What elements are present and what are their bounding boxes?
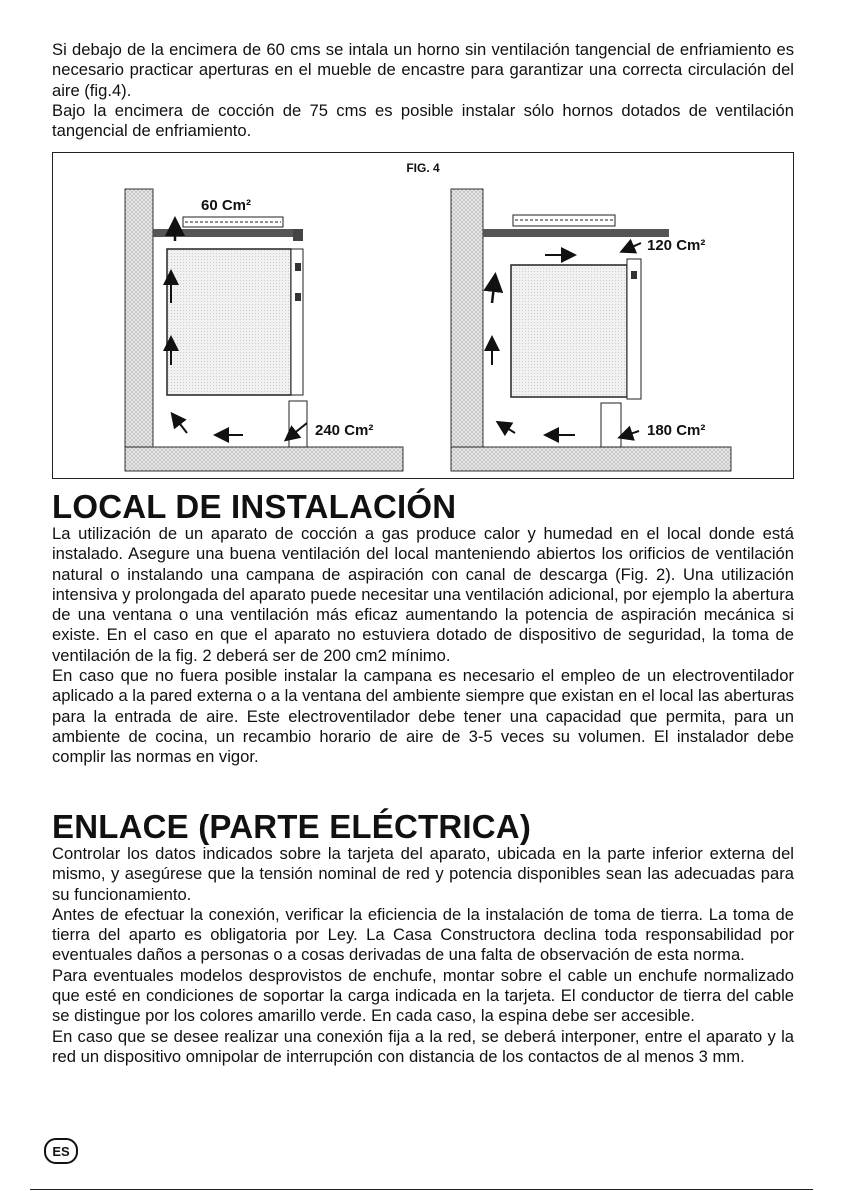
figure-title: FIG. 4 (406, 161, 440, 175)
page-bottom-rule (30, 1189, 813, 1190)
intro-text (52, 40, 794, 141)
enlace-paragraph-4: En caso que se desee realizar una conexión fija a la red, se deberá interponer, entre el aparato y la red un dispositivo omnipolar de interrupción con distancia de los contactos de al menos 3 mm. (52, 1026, 794, 1066)
left-diagram (125, 189, 403, 471)
enlace-paragraph-3: Para eventuales modelos desprovistos de enchufe, montar sobre el cable un enchufe normalizado que esté en condiciones de soportar la carga indicada en la tarjeta. El conductor de tierra del cable se distingue por los colores amarillo verde. En cada caso, la espina debe ser accesible. (52, 965, 794, 1026)
section-enlace-text (52, 844, 794, 1067)
local-paragraph-1: La utilización de un aparato de cocción a gas produce calor y humedad en el local donde está instalado. Asegure una buena ventilación del local manteniendo abiertos los orificios de ventilación natural o instalando una campana de aspiración con canal de descarga (Fig. 2). Una utilización intensiva y prolongada del aparato puede necesitar una ventilación adicional, por ejemplo la abertura de una ventana o una ventilación más eficaz aumentando la potencia de aspiración mecánica si existe. En el caso en que el aparato no estuviera dotado de dispositivo de seguridad, la toma de ventilación de la fig. 2 deberá ser de 200 cm2 mínimo. (52, 524, 794, 665)
enlace-paragraph-1: Controlar los datos indicados sobre la tarjeta del aparato, ubicada en la parte inferior externa del mismo, y asegúrese que la tensión nominal de red y potencia disponibles sean las adecuadas para su funcionamiento. (52, 844, 794, 904)
local-paragraph-2: En caso que no fuera posible instalar la campana es necesario el empleo de un electroventilador aplicado a la pared externa o a la ventana del ambiente siempre que existan en el local las aberturas para la entrada de aire. Este electroventilador debe tener una capacidad que permita, para un ambiente de cocina, un recambio horario de aire de 3-5 veces su volumen. El instalador debe complir las normas en vigor. (52, 666, 794, 767)
section-heading-enlace: ENLACE (PARTE ELÉCTRICA) (52, 808, 532, 845)
section-heading-local: LOCAL DE INSTALACIÓN (52, 488, 457, 525)
intro-paragraph-1: Si debajo de la encimera de 60 cms se intala un horno sin ventilación tangencial de enfriamiento es necesario practicar aperturas en el mueble de encastre para garantizar una correcta circulación del aire (fig.4). (52, 40, 794, 100)
left-top-label: 60 Cm² (201, 197, 252, 214)
figure-4 (52, 152, 794, 479)
intro-paragraph-2: Bajo la encimera de cocción de 75 cms es posible instalar sólo hornos dotados de ventilación tangencial de enfriamiento. (52, 100, 794, 141)
figure-diagram (53, 153, 793, 478)
right-bottom-label: 180 Cm² (647, 422, 706, 439)
enlace-paragraph-2: Antes de efectuar la conexión, verificar la eficiencia de la instalación de toma de tierra. La toma de tierra del aparto es obligatoria por Ley. La Casa Constructora declina toda responsabilidad por eventuales daños a personas o a cosas derivadas de una falta de observación de esta norma. (52, 904, 794, 965)
language-badge: ES (44, 1138, 78, 1164)
left-bottom-label: 240 Cm² (315, 422, 374, 439)
right-top-label: 120 Cm² (647, 237, 706, 254)
section-local-text (52, 524, 794, 768)
right-diagram (451, 189, 731, 471)
